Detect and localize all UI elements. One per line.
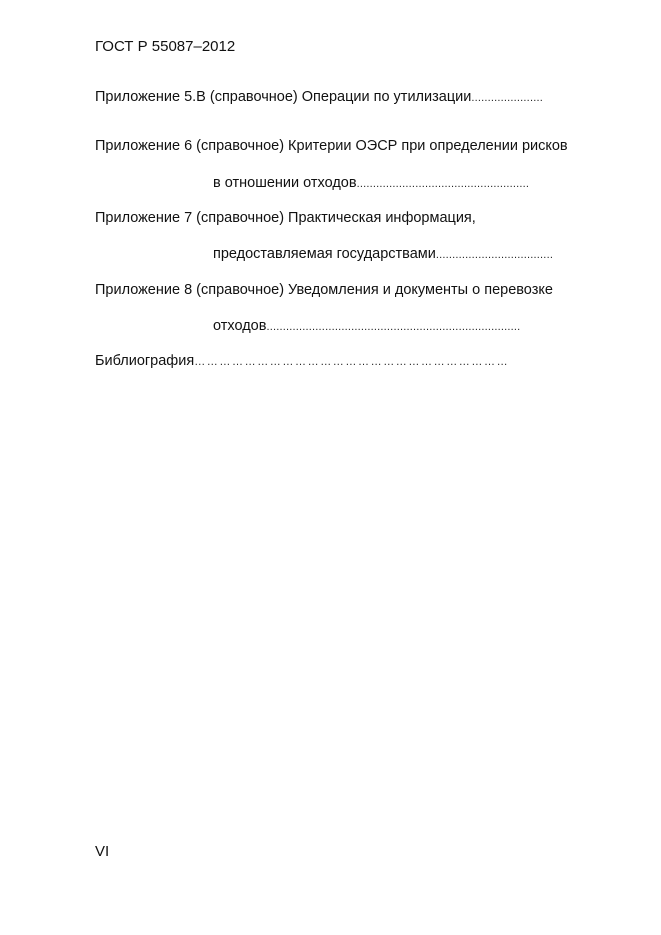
toc-entry-appendix-6-continuation xyxy=(213,173,599,193)
toc-entry-appendix-8-continuation xyxy=(213,316,599,336)
toc-entry-title: Приложение 6 (справочное) Критерии ОЭСР при определении рисков xyxy=(95,138,568,154)
toc-entry-title: предоставляемая государствами xyxy=(213,246,436,262)
toc-dot-leader: ………………………………………………………………… xyxy=(194,356,510,368)
toc-dot-leader: ...................... xyxy=(471,92,543,104)
toc-entry-title: Приложение 8 (справочное) Уведомления и документы о перевозке xyxy=(95,282,553,298)
toc-dot-leader: ..................................................... xyxy=(356,178,530,190)
toc-entry-title: Приложение 5.В (справочное) Операции по утилизации xyxy=(95,89,472,105)
toc-entry-appendix-7-continuation xyxy=(213,244,599,264)
toc-entry-title: в отношении отходов xyxy=(213,175,357,191)
toc-entry-title: отходов xyxy=(213,318,267,334)
toc-entry-appendix-6 xyxy=(95,136,600,156)
page-number: VI xyxy=(95,843,110,860)
toc-entry-title: Приложение 7 (справочное) Практическая информация, xyxy=(95,210,476,226)
toc-entry-title: Библиография xyxy=(95,353,195,369)
toc-dot-leader: .................................... xyxy=(435,249,554,261)
toc-entry-appendix-5b xyxy=(95,87,595,107)
toc-entry-appendix-7 xyxy=(95,208,600,228)
document-code: ГОСТ Р 55087–2012 xyxy=(95,38,236,55)
toc-entry-appendix-8 xyxy=(95,280,600,300)
toc-entry-bibliography xyxy=(95,351,595,371)
toc-dot-leader: .............................................................................. xyxy=(266,321,521,333)
